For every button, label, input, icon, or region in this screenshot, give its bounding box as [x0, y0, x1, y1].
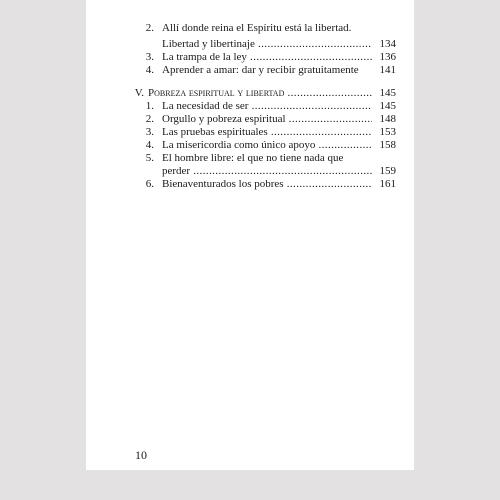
toc-entry-title: Las pruebas espirituales ..... [162, 126, 372, 139]
toc-entry-title: La trampa de la ley ..... [162, 51, 372, 64]
toc-entry-number: 3. [145, 126, 154, 138]
toc-entry-title: Bienaventurados los pobres ..... [162, 178, 372, 191]
toc-entry-number: 2. [145, 113, 154, 125]
toc-entry-page: 153 [372, 126, 396, 139]
toc-entry-title: La misericordia como único apoyo ..... [162, 139, 372, 152]
page-number: 10 [135, 448, 147, 462]
toc-entry-title: Allí donde reina el Espíritu está la libertad. [162, 22, 352, 34]
toc-section-number: V. [134, 87, 144, 99]
toc-entry-title: perder ..... [162, 165, 372, 178]
toc-entry-page: 158 [372, 139, 396, 152]
toc-entry-number: 4. [145, 139, 154, 151]
toc-entry-page: 136 [372, 51, 396, 64]
toc-entry-number: 4. [145, 64, 154, 76]
toc-entry-page: 161 [372, 178, 396, 191]
toc-entry-title: Aprender a amar: dar y recibir gratuitamente [162, 64, 359, 76]
toc-entry-page: 145 [372, 100, 396, 113]
toc-entry-title: Libertad y libertinaje ..... [162, 38, 372, 51]
toc-entry-page: 159 [372, 165, 396, 178]
toc-entry-title: La necesidad de ser ..... [162, 100, 372, 113]
toc-entry-page: 134 [372, 38, 396, 51]
toc-section-title: Pobreza espiritual y libertad ..... [148, 87, 372, 100]
toc-entry-number: 3. [145, 51, 154, 63]
toc-entry-page: 141 [372, 64, 396, 77]
toc-entry-number: 1. [145, 100, 154, 112]
toc-entry-title: Orgullo y pobreza espiritual ..... [162, 113, 372, 126]
toc-entry-number: 2. [145, 22, 154, 34]
toc-entry-number: 5. [145, 152, 154, 164]
toc-entry-page: 145 [372, 87, 396, 100]
book-page [86, 0, 414, 470]
toc-entry-page: 148 [372, 113, 396, 126]
toc-entry-title: El hombre libre: el que no tiene nada que [162, 152, 344, 164]
toc-entry-number: 6. [145, 178, 154, 190]
